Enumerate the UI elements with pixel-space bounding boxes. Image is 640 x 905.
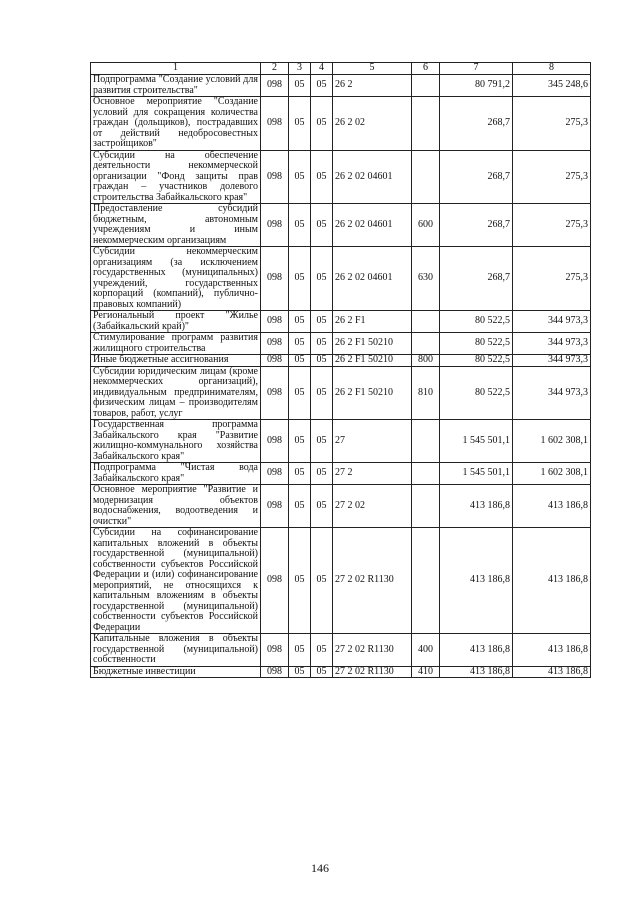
row-ved: 098	[261, 463, 289, 485]
row-sum2: 344 973,3	[513, 333, 591, 355]
row-name: Региональный проект "Жилье (Забайкальский край)"	[91, 311, 261, 333]
row-ved: 098	[261, 311, 289, 333]
row-vr: 400	[412, 634, 440, 667]
row-sum2: 275,3	[513, 204, 591, 247]
row-csr: 27 2 02	[333, 485, 412, 528]
row-sum2: 413 186,8	[513, 634, 591, 667]
table-row	[91, 355, 591, 367]
col-header-6: 6	[412, 63, 440, 75]
row-pr: 05	[311, 528, 333, 634]
row-name: Капитальные вложения в объекты государственной (муниципальной) собственности	[91, 634, 261, 667]
row-name: Субсидии юридическим лицам (кроме некоммерческих организаций), индивидуальным предпринимателям, физическим лицам – производителям товаров, работ, услуг	[91, 366, 261, 420]
row-rz: 05	[289, 247, 311, 311]
row-vr: 410	[412, 666, 440, 678]
row-rz: 05	[289, 311, 311, 333]
row-name: Субсидии на софинансирование капитальных вложений в объекты государственной (муниципальной) собственности субъектов Российской Федерации и (или) софинансирование мероприятий, не относящихся к капитальным вложениям в объекты государственной (муниципальной) собственности субъектов Российской Федерации	[91, 528, 261, 634]
row-csr: 27 2 02 R1130	[333, 666, 412, 678]
row-sum2: 344 973,3	[513, 311, 591, 333]
row-sum1: 1 545 501,1	[440, 463, 513, 485]
row-sum2: 1 602 308,1	[513, 420, 591, 463]
row-sum2: 344 973,3	[513, 366, 591, 420]
row-sum2: 275,3	[513, 150, 591, 204]
row-rz: 05	[289, 150, 311, 204]
row-name: Подпрограмма "Создание условий для развития строительства"	[91, 75, 261, 97]
row-vr	[412, 75, 440, 97]
row-pr: 05	[311, 333, 333, 355]
row-name: Государственная программа Забайкальского края "Развитие жилищно-коммунального хозяйства Забайкальского края"	[91, 420, 261, 463]
col-header-2: 2	[261, 63, 289, 75]
row-csr: 27 2 02 R1130	[333, 528, 412, 634]
row-sum1: 80 522,5	[440, 355, 513, 367]
row-sum2: 413 186,8	[513, 528, 591, 634]
table-row	[91, 333, 591, 355]
row-ved: 098	[261, 366, 289, 420]
row-pr: 05	[311, 366, 333, 420]
row-csr: 26 2 02 04601	[333, 247, 412, 311]
row-name: Подпрограмма "Чистая вода Забайкальского края"	[91, 463, 261, 485]
row-sum1: 80 522,5	[440, 333, 513, 355]
row-name: Субсидии на обеспечение деятельности некоммерческой организации "Фонд защиты прав граждан – участников долевого строительства Забайкальского края"	[91, 150, 261, 204]
row-vr	[412, 485, 440, 528]
row-vr	[412, 528, 440, 634]
row-sum1: 268,7	[440, 247, 513, 311]
row-vr	[412, 463, 440, 485]
row-rz: 05	[289, 97, 311, 151]
col-header-5: 5	[333, 63, 412, 75]
header-row	[91, 63, 591, 75]
row-ved: 098	[261, 247, 289, 311]
row-ved: 098	[261, 355, 289, 367]
budget-table	[90, 62, 591, 678]
row-vr: 810	[412, 366, 440, 420]
row-pr: 05	[311, 634, 333, 667]
row-pr: 05	[311, 247, 333, 311]
row-pr: 05	[311, 150, 333, 204]
col-header-4: 4	[311, 63, 333, 75]
row-ved: 098	[261, 485, 289, 528]
row-ved: 098	[261, 420, 289, 463]
row-rz: 05	[289, 333, 311, 355]
row-name: Иные бюджетные ассигнования	[91, 355, 261, 367]
table-row	[91, 666, 591, 678]
row-rz: 05	[289, 485, 311, 528]
row-vr: 600	[412, 204, 440, 247]
row-csr: 27	[333, 420, 412, 463]
row-sum1: 413 186,8	[440, 528, 513, 634]
row-vr	[412, 420, 440, 463]
row-pr: 05	[311, 75, 333, 97]
table-row	[91, 150, 591, 204]
row-sum2: 275,3	[513, 97, 591, 151]
row-sum2: 1 602 308,1	[513, 463, 591, 485]
table-row	[91, 485, 591, 528]
row-sum1: 413 186,8	[440, 485, 513, 528]
row-rz: 05	[289, 463, 311, 485]
col-header-8: 8	[513, 63, 591, 75]
row-pr: 05	[311, 463, 333, 485]
table-row	[91, 420, 591, 463]
row-name: Бюджетные инвестиции	[91, 666, 261, 678]
row-vr	[412, 311, 440, 333]
row-ved: 098	[261, 97, 289, 151]
row-rz: 05	[289, 366, 311, 420]
row-rz: 05	[289, 528, 311, 634]
row-pr: 05	[311, 311, 333, 333]
row-rz: 05	[289, 420, 311, 463]
table-row	[91, 97, 591, 151]
row-sum1: 413 186,8	[440, 666, 513, 678]
row-name: Основное мероприятие "Создание условий для сокращения количества граждан (дольщиков), пострадавших от действий недобросовестных застройщиков"	[91, 97, 261, 151]
row-rz: 05	[289, 355, 311, 367]
col-header-7: 7	[440, 63, 513, 75]
row-sum1: 1 545 501,1	[440, 420, 513, 463]
row-rz: 05	[289, 666, 311, 678]
row-pr: 05	[311, 204, 333, 247]
row-name: Предоставление субсидий бюджетным, автономным учреждениям и иным некоммерческим организациям	[91, 204, 261, 247]
row-pr: 05	[311, 355, 333, 367]
row-ved: 098	[261, 634, 289, 667]
table-row	[91, 463, 591, 485]
row-sum1: 268,7	[440, 150, 513, 204]
row-csr: 27 2 02 R1130	[333, 634, 412, 667]
row-rz: 05	[289, 634, 311, 667]
row-csr: 26 2 02	[333, 97, 412, 151]
table-row	[91, 528, 591, 634]
row-pr: 05	[311, 666, 333, 678]
row-sum1: 80 791,2	[440, 75, 513, 97]
table-row	[91, 634, 591, 667]
table-row	[91, 311, 591, 333]
row-ved: 098	[261, 333, 289, 355]
row-name: Основное мероприятие "Развитие и модернизация объектов водоснабжения, водоотведения и очистки"	[91, 485, 261, 528]
col-header-1: 1	[91, 63, 261, 75]
table-row	[91, 247, 591, 311]
row-pr: 05	[311, 97, 333, 151]
row-sum1: 413 186,8	[440, 634, 513, 667]
row-csr: 26 2 02 04601	[333, 204, 412, 247]
col-header-3: 3	[289, 63, 311, 75]
row-name: Стимулирование программ развития жилищного строительства	[91, 333, 261, 355]
row-csr: 26 2 F1 50210	[333, 333, 412, 355]
row-csr: 26 2	[333, 75, 412, 97]
table-row	[91, 204, 591, 247]
row-rz: 05	[289, 204, 311, 247]
row-pr: 05	[311, 485, 333, 528]
row-csr: 26 2 F1 50210	[333, 355, 412, 367]
row-sum2: 413 186,8	[513, 485, 591, 528]
row-csr: 26 2 F1	[333, 311, 412, 333]
row-sum1: 80 522,5	[440, 311, 513, 333]
row-vr	[412, 333, 440, 355]
row-ved: 098	[261, 75, 289, 97]
row-vr: 630	[412, 247, 440, 311]
row-sum2: 345 248,6	[513, 75, 591, 97]
table-row	[91, 75, 591, 97]
row-csr: 27 2	[333, 463, 412, 485]
row-sum2: 275,3	[513, 247, 591, 311]
row-rz: 05	[289, 75, 311, 97]
row-sum2: 413 186,8	[513, 666, 591, 678]
row-sum1: 80 522,5	[440, 366, 513, 420]
row-vr: 800	[412, 355, 440, 367]
row-ved: 098	[261, 204, 289, 247]
row-vr	[412, 97, 440, 151]
row-sum2: 344 973,3	[513, 355, 591, 367]
row-ved: 098	[261, 666, 289, 678]
table-row	[91, 366, 591, 420]
row-sum1: 268,7	[440, 97, 513, 151]
row-vr	[412, 150, 440, 204]
page-number: 146	[311, 861, 329, 875]
row-name: Субсидии некоммерческим организациям (за исключением государственных (муниципальных) учреждений, государственных корпораций (компаний), публично-правовых компаний)	[91, 247, 261, 311]
row-ved: 098	[261, 528, 289, 634]
row-csr: 26 2 02 04601	[333, 150, 412, 204]
row-sum1: 268,7	[440, 204, 513, 247]
row-pr: 05	[311, 420, 333, 463]
row-ved: 098	[261, 150, 289, 204]
row-csr: 26 2 F1 50210	[333, 366, 412, 420]
